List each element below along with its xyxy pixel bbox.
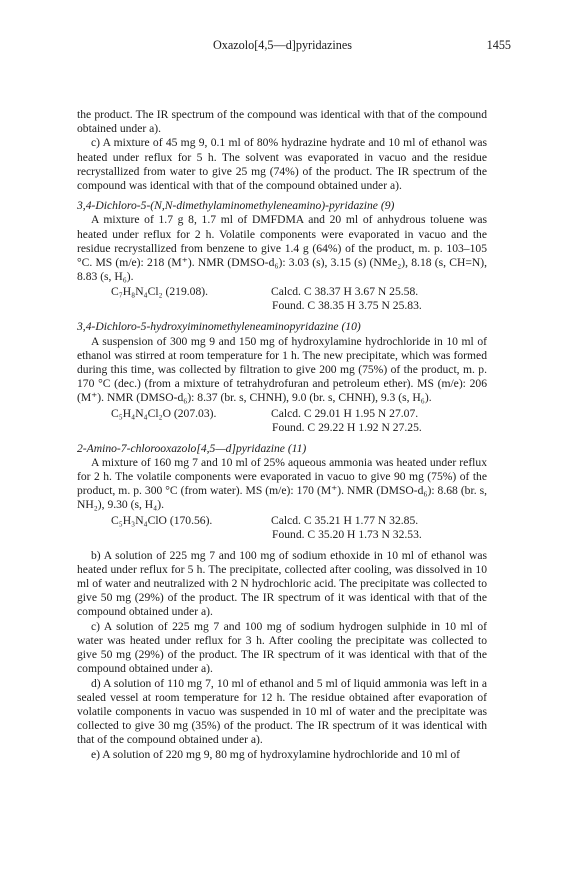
paragraph: A mixture of 1.7 g 8, 1.7 ml of DMFDMA and 20 ml of anhydrous toluene was heated under reflux for 2 h. Volatile components were evaporated in vacuo and the residue recrystallized from benzene to give 1.4 g (64%) of the product, m. p. 103–105 °C. MS (m/e): 218 (M⁺). NMR (DMSO-d₆): 3.03 (s), 3.15 (s) (NMe₂), 8.18 (s, CH=N), 8.83 (s, H₆).	[77, 213, 487, 284]
paragraph: c) A mixture of 45 mg 9, 0.1 ml of 80% hydrazine hydrate and 10 ml of ethanol was heated under reflux for 5 h. The solvent was evaporated in vacuo and the residue recrystallized from water to give 25 mg (74%) of the product. The IR spectrum of the compound was identical with that of the compound obtained under a).	[77, 136, 487, 193]
paragraph: b) A solution of 225 mg 7 and 100 mg of sodium ethoxide in 10 ml of ethanol was heated under reflux for 5 h. The precipitate, collected after cooling, was dissolved in 10 ml of water and neutralized with 2 N hydrochloric acid. The precipitate was collected to give 50 mg (29%) of the product. The IR spectrum of it was identical with that of the compound obtained under a).	[77, 548, 487, 619]
elemental-analysis	[77, 513, 487, 543]
found-values: Found. C 29.22 H 1.92 N 27.25.	[272, 420, 422, 434]
running-title: Oxazolo[4,5—d]pyridazines	[212, 38, 353, 52]
molecular-formula: C₅H₄N₄Cl₂O (207.03).	[111, 406, 217, 420]
paragraph: the product. The IR spectrum of the compound was identical with that of the compound obtained under a).	[77, 108, 487, 136]
found-values: Found. C 38.35 H 3.75 N 25.83.	[272, 299, 422, 313]
calculated-values: Calcd. C 29.01 H 1.95 N 27.07.	[271, 406, 419, 420]
molecular-formula: C₅H₃N₄ClO (170.56).	[111, 513, 213, 527]
paragraph: d) A solution of 110 mg 7, 10 ml of ethanol and 5 ml of liquid ammonia was left in a sealed vessel at room temperature for 12 h. The residue obtained after evaporation of volatile components in vacuo was suspended in 10 ml of water and the precipitate was collected to give 30 mg (35%) of the product. The IR spectrum of it was identical with that of the compound obtained under a).	[77, 676, 487, 747]
compound-heading: 3,4-Dichloro-5-(N,N-dimethylaminomethyleneamino)-pyridazine (9)	[77, 199, 395, 213]
paragraph: c) A solution of 225 mg 7 and 100 mg of sodium hydrogen sulphide in 10 ml of water was heated under reflux for 3 h. After cooling the precipitate was collected to give 50 mg (29%) of the product. The IR spectrum of it was identical with that of the compound obtained under a).	[77, 619, 487, 676]
compound-heading: 3,4-Dichloro-5-hydroxyiminomethyleneaminopyridazine (10)	[77, 320, 361, 334]
calculated-values: Calcd. C 38.37 H 3.67 N 25.58.	[271, 285, 419, 299]
elemental-analysis	[77, 284, 487, 314]
compound-heading: 2-Amino-7-chlorooxazolo[4,5—d]pyridazine (11)	[77, 441, 307, 455]
paragraph: A mixture of 160 mg 7 and 10 ml of 25% aqueous ammonia was heated under reflux for 2 h. The volatile components were evaporated in vacuo to give 90 mg (75%) of the product, m. p. 300 °C (from water). MS (m/e): 170 (M⁺). NMR (DMSO-d₆): 8.68 (br. s, NH₂), 9.30 (s, H₄).	[77, 455, 487, 512]
molecular-formula: C₇H₈N₄Cl₂ (219.08).	[111, 285, 209, 299]
page-number: 1455	[486, 38, 511, 52]
found-values: Found. C 35.20 H 1.73 N 32.53.	[272, 527, 422, 541]
calculated-values: Calcd. C 35.21 H 1.77 N 32.85.	[271, 513, 419, 527]
paragraph: e) A solution of 220 mg 9, 80 mg of hydroxylamine hydrochloride and 10 ml of	[91, 747, 461, 761]
page-header	[0, 38, 565, 54]
body-text	[77, 108, 487, 762]
paragraph: A suspension of 300 mg 9 and 150 mg of hydroxylamine hydrochloride in 10 ml of ethanol was stirred at room temperature for 1 h. The new precipitate, which was formed during this time, was collected by filtration to give 200 mg (75%) of the product, m. p. 170 °C (dec.) (from a mixture of tetrahydrofuran and petroleum ether). MS (m/e): 206 (M⁺). NMR (DMSO-d₆): 8.37 (br. s, CHNH), 9.0 (br. s, CHNH), 9.3 (s, H₆).	[77, 334, 487, 405]
elemental-analysis	[77, 406, 487, 436]
